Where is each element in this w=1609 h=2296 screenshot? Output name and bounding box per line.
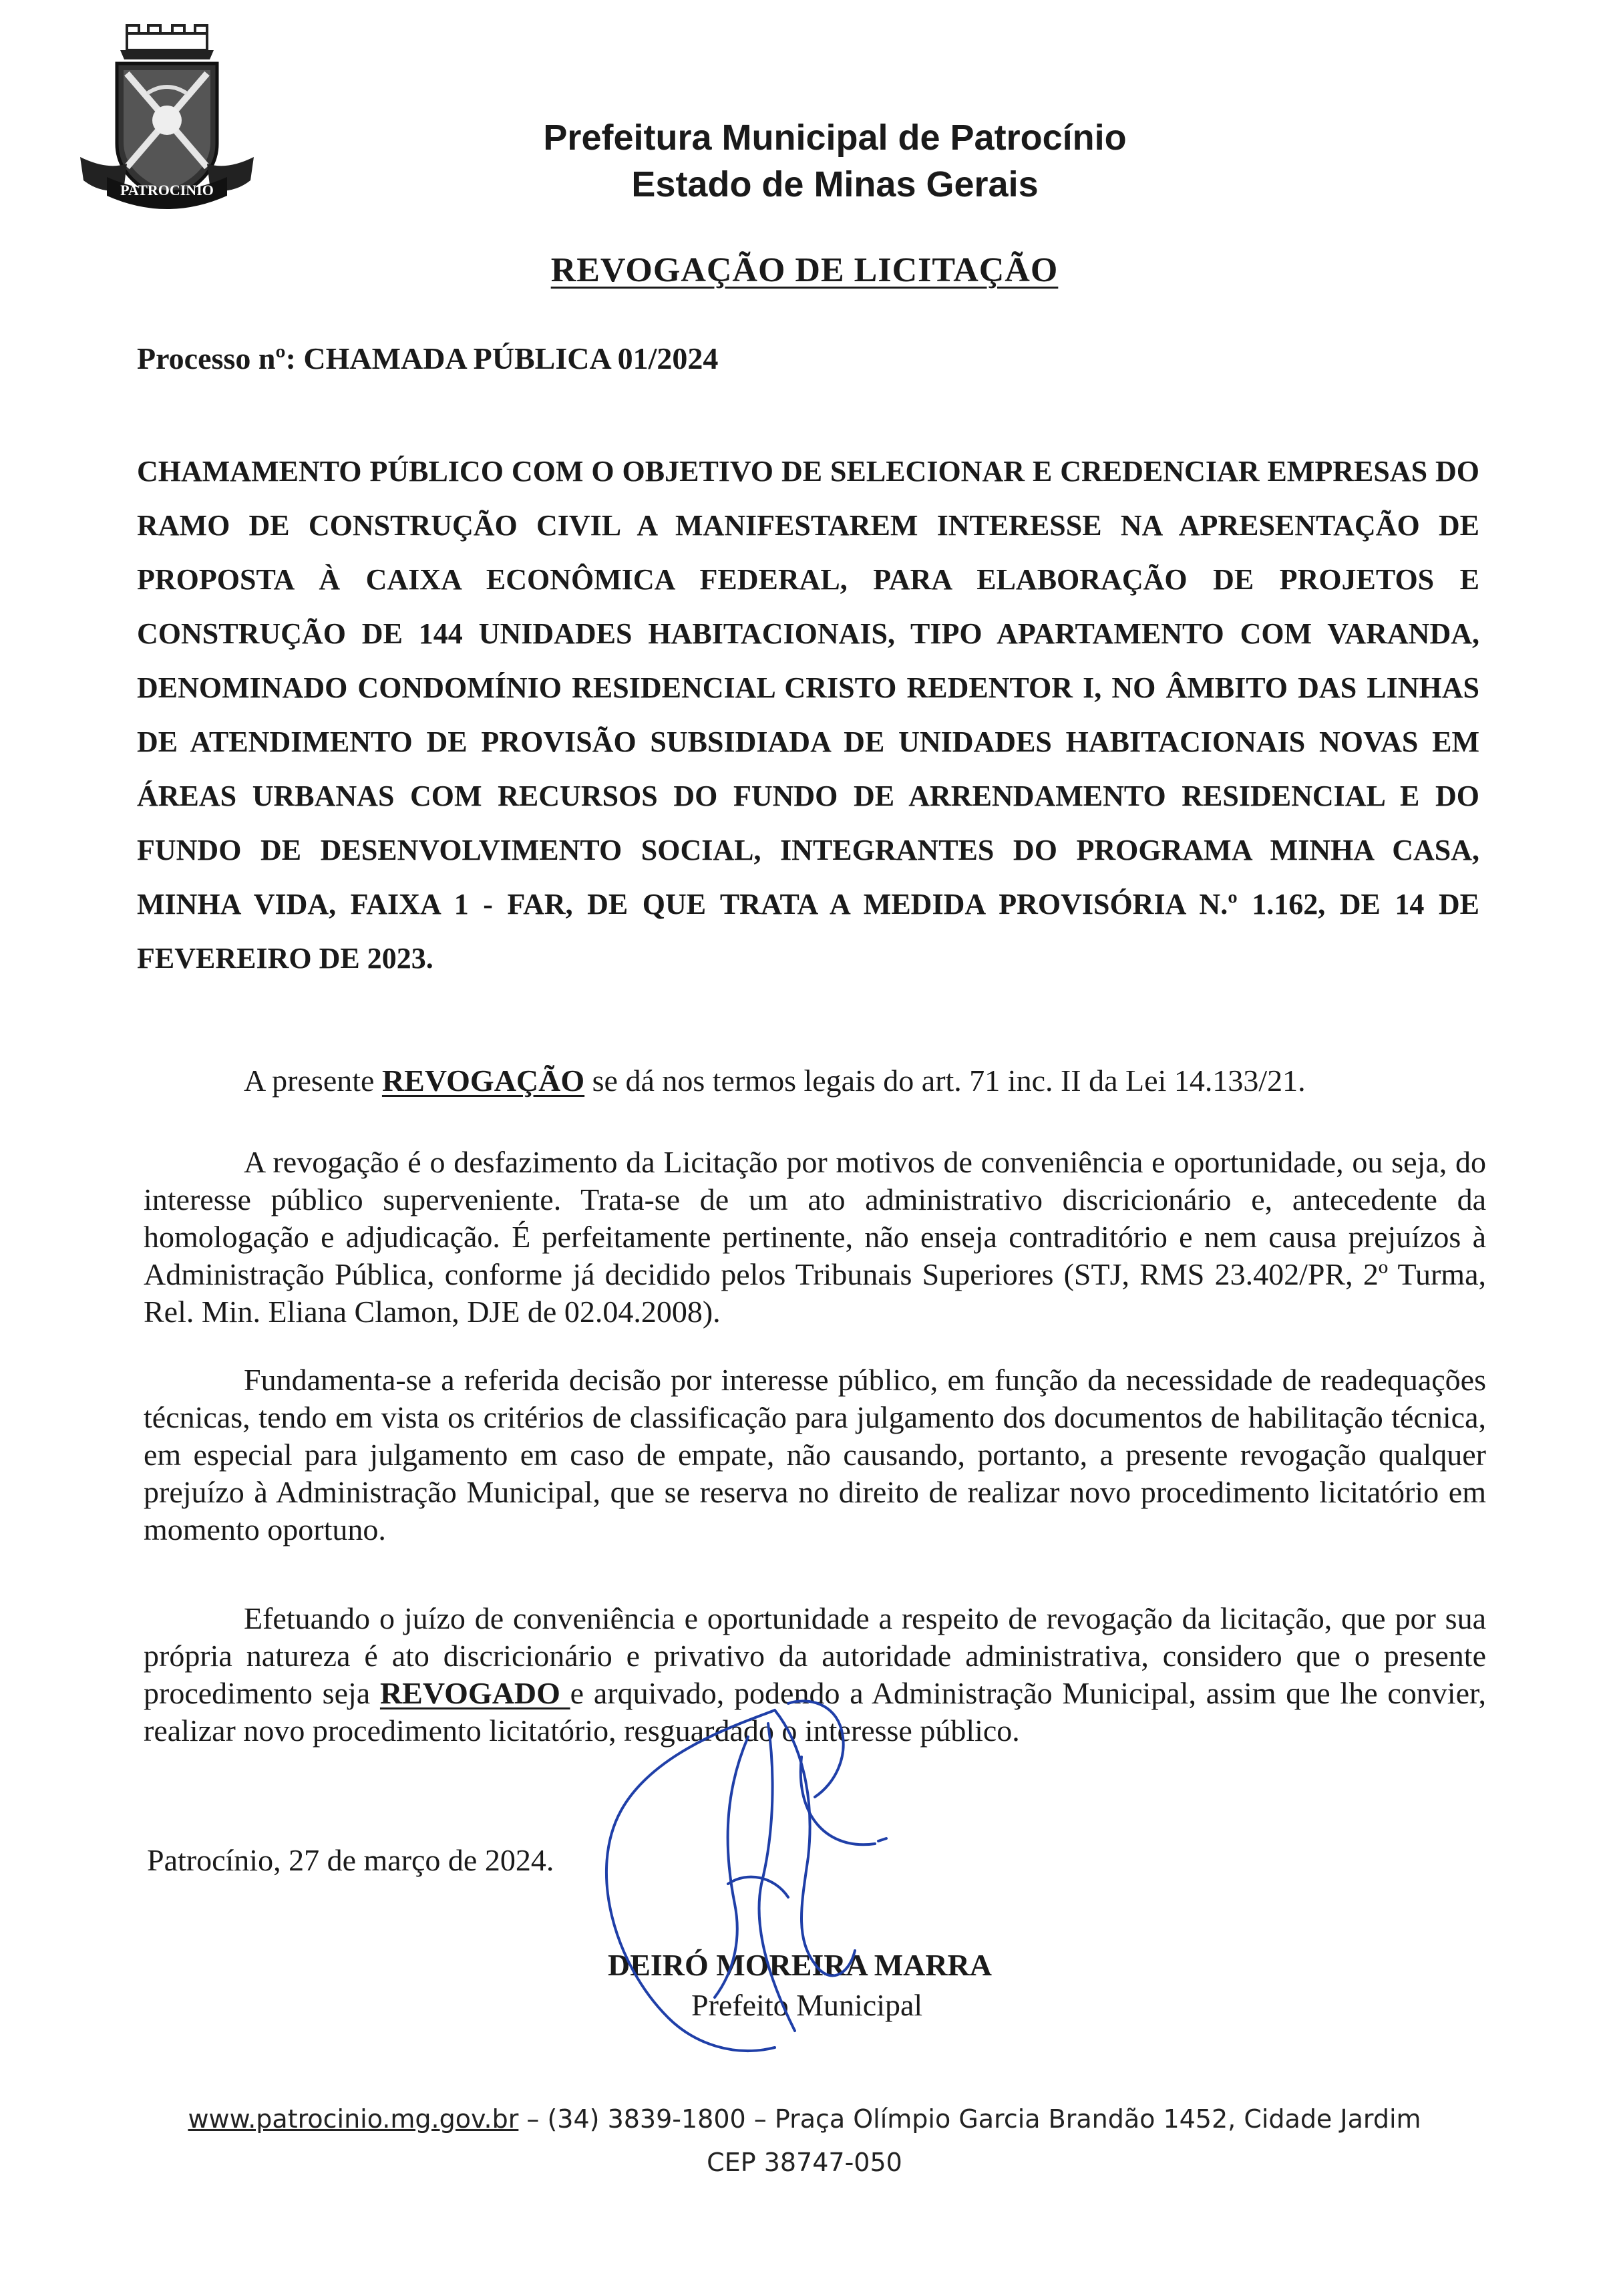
p3-text: Fundamenta-se a referida decisão por interesse público, em função da necessidade de readequações técnicas, tendo em vista os critérios de classificação para julgamento dos documentos de habilitação técnica, em especial para julgamento em caso de empate, não causando, portanto, a presente revogação qualquer prejuízo à Administração Municipal, que se reserva no direito de realizar novo procedimento licitatório em momento oportuno. (144, 1363, 1486, 1546)
paragraph-1 (144, 1062, 1486, 1100)
paragraph-2 (144, 1144, 1486, 1331)
p2-text: A revogação é o desfazimento da Licitação por motivos de conveniência e oportunidade, ou seja, do interesse público superveniente. Trata-se de um ato administrativo discricionário e, antecedente da homologação e adjudicação. É perfeitamente pertinente, não enseja contraditório e nem causa prejuízos à Administração Pública, conforme já decidido pelos Tribunais Superiores (STJ, RMS 23.402/PR, 2º Turma, Rel. Min. Eliana Clamon, DJE de 02.04.2008). (144, 1145, 1486, 1329)
footer-contact: – (34) 3839-1800 – Praça Olímpio Garcia Brandão 1452, Cidade Jardim (518, 2104, 1421, 2134)
paragraph-3 (144, 1361, 1486, 1548)
p4-bold: REVOGADO (379, 1676, 570, 1710)
header-title-line2: Estado de Minas Gerais (631, 164, 1039, 204)
signatory-name: DEIRÓ MOREIRA MARRA (608, 1948, 992, 1982)
processo-value: CHAMADA PÚBLICA 01/2024 (303, 341, 719, 375)
p4-before: Efetuando o juízo de conveniência e oportunidade a respeito de revogação da licitação, que por sua própria natureza é ato discricionário e privativo da autoridade administrativa, considero que o presente procedimento seja (144, 1601, 1486, 1710)
processo-line (137, 341, 718, 376)
p1-bold: REVOGAÇÃO (381, 1063, 585, 1098)
header-title-line1: Prefeitura Municipal de Patrocínio (543, 118, 1127, 158)
document-title-text: REVOGAÇÃO DE LICITAÇÃO (550, 251, 1059, 289)
footer-cep: CEP 38747-050 (707, 2148, 902, 2177)
p1-after: se dá nos termos legais do art. 71 inc. II da Lei 14.133/21. (584, 1063, 1306, 1098)
website-link[interactable]: www.patrocinio.mg.gov.br (188, 2104, 519, 2134)
p1-before: A presente (244, 1063, 382, 1098)
object-description: CHAMAMENTO PÚBLICO COM O OBJETIVO DE SELECIONAR E CREDENCIAR EMPRESAS DO RAMO DE CONSTRUÇÃO CIVIL A MANIFESTAREM INTERESSE NA APRESENTAÇÃO DE PROPOSTA À CAIXA ECONÔMICA FEDERAL, PARA ELABORAÇÃO DE PROJETOS E CONSTRUÇÃO DE 144 UNIDADES HABITACIONAIS, TIPO APARTAMENTO COM VARANDA, DENOMINADO CONDOMÍNIO RESIDENCIAL CRISTO REDENTOR I, NO ÂMBITO DAS LINHAS DE ATENDIMENTO DE PROVISÃO SUBSIDIADA DE UNIDADES HABITACIONAIS NOVAS EM ÁREAS URBANAS COM RECURSOS DO FUNDO DE ARRENDAMENTO RESIDENCIAL E DO FUNDO DE DESENVOLVIMENTO SOCIAL, INTEGRANTES DO PROGRAMA MINHA CASA, MINHA VIDA, FAIXA 1 - FAR, DE QUE TRATA A MEDIDA PROVISÓRIA N.º 1.162, DE 14 DE FEVEREIRO DE 2023. (137, 455, 1479, 975)
footer-contact-line (0, 2104, 1609, 2134)
signatory-role: Prefeito Municipal (691, 1988, 923, 2022)
processo-label: Processo nº: (137, 341, 296, 375)
p4-after: e arquivado, podendo a Administração Municipal, assim que lhe convier, realizar novo procedimento licitatório, resguardado o interesse público. (144, 1676, 1486, 1748)
document-date: Patrocínio, 27 de março de 2024. (147, 1843, 554, 1877)
handwritten-signature (574, 1683, 922, 2058)
crest-ribbon-text: PATROCINIO (120, 182, 214, 198)
document-title (0, 251, 1609, 290)
